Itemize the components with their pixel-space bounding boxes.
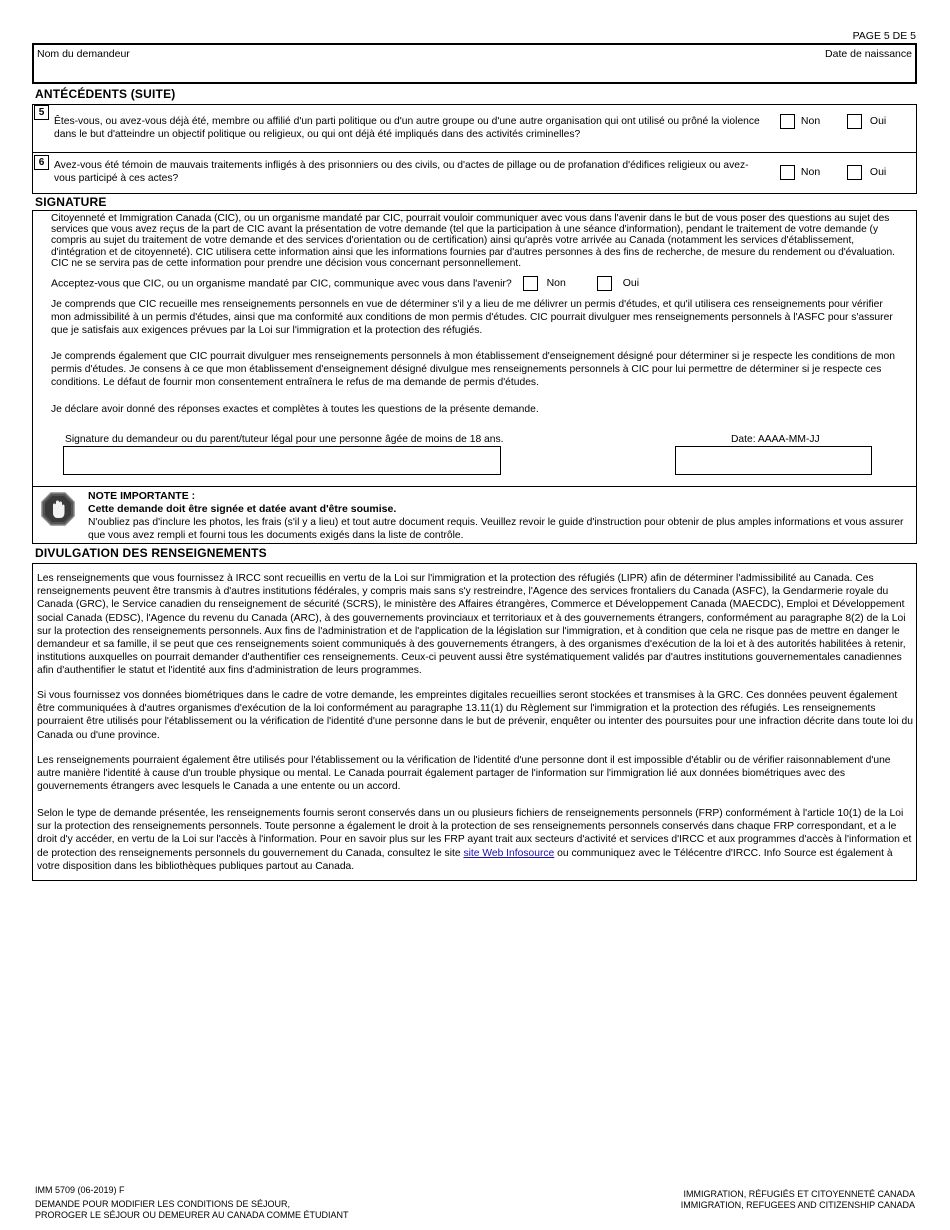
question-5-yes-checkbox[interactable] xyxy=(847,114,862,129)
form-title-line-2: PROROGER LE SÉJOUR OU DEMEURER AU CANADA COMME ÉTUDIANT xyxy=(35,1210,349,1220)
note-divider xyxy=(33,486,916,487)
question-divider xyxy=(33,152,916,153)
signature-paragraph-3: Je déclare avoir donné des réponses exactes et complètes à toutes les questions de la présente demande. xyxy=(51,404,539,415)
question-6-yes-label: Oui xyxy=(869,166,887,179)
contact-consent-yes-checkbox[interactable] xyxy=(597,276,612,291)
applicant-name-label: Nom du demandeur xyxy=(37,48,130,60)
contact-consent-question: Acceptez-vous que CIC, ou un organisme mandaté par CIC, communique avec vous dans l'avenir? xyxy=(51,277,512,290)
question-5-no-option[interactable] xyxy=(780,114,820,129)
infosource-link[interactable]: site Web Infosource xyxy=(463,847,555,859)
form-title-line-1: DEMANDE POUR MODIFIER LES CONDITIONS DE SÉJOUR, xyxy=(35,1199,291,1209)
contact-consent-yes-label: Oui xyxy=(622,277,640,290)
question-5-yes-label: Oui xyxy=(869,115,887,128)
question-6-no-option[interactable] xyxy=(780,165,820,180)
signature-label: Signature du demandeur ou du parent/tuteur légal pour une personne âgée de moins de 18 ans. xyxy=(65,434,504,445)
signature-paragraph-1: Je comprends que CIC recueille mes renseignements personnels en vue de déterminer s'il y a lieu de me délivrer un permis d'études, et qu'il utilisera ces renseignements pour vérifier mon admissibilité à un permis d'études, ainsi que ma conformité aux conditions de mon permis d'études. CIC pourrait divulguer mes renseignements personnels à l'ASFC pour s'assurer que je satisfais aux exigences prévues par la Loi sur l'immigration et la protection des réfugiés. xyxy=(51,299,893,337)
question-5-yes-option[interactable] xyxy=(847,114,886,129)
question-5-text: Êtes-vous, ou avez-vous déjà été, membre ou affilié d'un parti politique ou d'un autre groupe ou d'une autre organisation qui ont utilisé ou prôné la violence dans le but d'atteindre un objectif politique ou religieux, ou qui ont déjà été impliqués dans des activités criminelles? xyxy=(54,116,760,141)
note-text: N'oubliez pas d'inclure les photos, les frais (s'il y a lieu) et tout autre document requis. Veuillez revoir le guide d'instruction pour obtenir de plus amples informations et vous assurer que vous avez rempli et fourni tous les documents exigés dans la liste de contrôle. xyxy=(88,517,904,542)
signature-intro-text: Citoyenneté et Immigration Canada (CIC), ou un organisme mandaté par CIC, pourrait vouloir communiquer avec vous dans l'avenir dans le but de vous poser des questions au sujet des services que vous avez reçus de la part de CIC avant la présentation de votre demande (tel que la participation à une séance d'information), pendant le traitement de votre demande (y compris au sujet du traitement de votre demande et des services d'orientation ou de certification) ainsi qu'après votre arrivée au Canada (notamment les services d'établissement, d'intégration et de citoyenneté). CIC utilisera cette information ainsi que les informations fournies par d'autres personnes à des fins de recherche, de mesure du rendement ou d'évaluation. CIC ne se servira pas de cette information pour prendre une décision vous concernant personnellement. xyxy=(51,213,895,269)
background-section-title: ANTÉCÉDENTS (SUITE) xyxy=(35,87,176,101)
question-5-no-checkbox[interactable] xyxy=(780,114,795,129)
date-field[interactable] xyxy=(675,446,872,475)
disclosure-paragraph-1: Les renseignements que vous fournissez à IRCC sont recueillis en vertu de la Loi sur l'immigration et la protection des réfugiés (LIPR) afin de déterminer l'admissibilité au Canada. Ces renseignements peuvent être transmis à d'autres institutions fédérales, y compris mais sans s'y restreindre, l'Agence des services frontaliers du Canada (ASFC), la Gendarmerie royale du Canada (GRC), le Service canadien du renseignement de sécurité (SCRS), le ministère des Affaires étrangères, Commerce et Développement Canada (MAECDC), Emploi et Développement social Canada (EDSC), l'Agence du revenu du Canada (ARC), à des gouvernements provinciaux et territoriaux et à des gouvernements étrangers, conformément au paragraphe 8(2) de la Loi sur la protection des renseignements personnels. Aux fins de l'administration et de l'application de la législation sur l'immigration, et à condition que cela ne risque pas de mettre en danger le demandeur et sa famille, il se peut que ces renseignements soient communiqués à des gouvernements étrangers, à des organismes d'exécution de la loi et à des autorités habilitées à retenir, institutions auxquelles on pourrait demander d'authentifier ces renseignements. Ceux-ci peuvent aussi être systématiquement validés par d'autres institutions gouvernementales canadiennes afin d'authentifier le statut et l'identité aux fins d'administration de leurs programmes. xyxy=(37,573,906,677)
date-label: Date: AAAA-MM-JJ xyxy=(731,434,820,445)
date-of-birth-field[interactable] xyxy=(800,60,915,82)
form-code: IMM 5709 (06-2019) F xyxy=(35,1185,125,1195)
signature-field[interactable] xyxy=(63,446,501,475)
disclosure-paragraph-3: Les renseignements pourraient également être utilisés pour l'établissement ou la vérification de l'identité d'une personne dont il est impossible d'établir ou de vérifier raisonnablement d'une autre manière l'identité à cause d'un trouble physique ou mental. Le Canada pourrait également partager de l'information sur l'immigration lié aux données biométriques avec des gouvernements étrangers avec lesquels le Canada a une entente ou un accord. xyxy=(37,755,891,793)
department-name-en: IMMIGRATION, REFUGEES AND CITIZENSHIP CANADA xyxy=(680,1200,915,1210)
disclosure-paragraph-4 xyxy=(37,807,913,873)
contact-consent-row xyxy=(51,276,639,291)
disclosure-section-title: DIVULGATION DES RENSEIGNEMENTS xyxy=(35,546,267,560)
question-6-text: Avez-vous été témoin de mauvais traitements infligés à des prisonniers ou des civils, ou d'actes de pillage ou de profanation d'édifices religieux ou avez-vous participé à ces actes? xyxy=(54,160,749,185)
stop-hand-icon xyxy=(40,491,76,527)
date-of-birth-label: Date de naissance xyxy=(825,48,912,60)
note-title: NOTE IMPORTANTE : xyxy=(88,490,196,502)
question-6-no-checkbox[interactable] xyxy=(780,165,795,180)
signature-paragraph-2: Je comprends également que CIC pourrait divulguer mes renseignements personnels à mon établissement d'enseignement désigné pour déterminer si je respecte les conditions de mon permis d'études. Je consens à ce que mon établissement d'enseignement désigné divulgue mes renseignements personnels à CIC pour lui permettre de déterminer si je respecte ces conditions. Le défaut de fournir mon consentement entraînera le refus de ma demande de permis d'études. xyxy=(51,351,895,389)
department-name-fr: IMMIGRATION, RÉFUGIÉS ET CITOYENNETÉ CANADA xyxy=(683,1189,915,1199)
note-bold-line: Cette demande doit être signée et datée avant d'être soumise. xyxy=(88,503,397,515)
contact-consent-no-checkbox[interactable] xyxy=(523,276,538,291)
contact-consent-no-label: Non xyxy=(546,277,566,290)
question-6-no-label: Non xyxy=(800,166,821,179)
question-5-number: 5 xyxy=(34,105,49,120)
question-6-yes-option[interactable] xyxy=(847,165,886,180)
page-number: PAGE 5 DE 5 xyxy=(852,30,916,42)
signature-section-title: SIGNATURE xyxy=(35,195,107,209)
disclosure-p4-text-start: Selon le type de demande présentée, les renseignements fournis seront conservés dans un ou plusieurs fichiers de renseignements personnels (FRP) conformément à l'article 10(1) de la Loi sur la protection des renseignements personnels. Toute personne a également le droit à la protection de ses renseignements personnels conservés dans chaque FRP correspondant, et a le droit d'y accéder, en vertu de la Loi sur l'accès à l'information. Pour en savoir plus sur les FRP ayant trait aux secteurs d'activité et services d'IRCC et aux programmes d'accès à l'information et de protection des renseignements personnels du gouvernement du Canada, consultez le site xyxy=(37,808,912,859)
question-5-no-label: Non xyxy=(800,115,821,128)
question-6-number: 6 xyxy=(34,155,49,170)
disclosure-p4-text-end: ou communiquez avec le Télécentre d'IRCC. Info Source est également à votre disposition dans les bibliothèques publiques partout au Canada. xyxy=(37,847,893,872)
applicant-name-field[interactable] xyxy=(34,60,734,82)
question-6-yes-checkbox[interactable] xyxy=(847,165,862,180)
disclosure-paragraph-2: Si vous fournissez vos données biométriques dans le cadre de votre demande, les empreintes digitales recueillies seront stockées et transmises à la GRC. Ces données peuvent également être communiquées à d'autres organismes d'exécution de la loi conformément au paragraphe 13.11(1) du Règlement sur l'immigration et la protection des réfugiés. Les renseignements pourraient être utilisés pour l'établissement ou la vérification de l'identité d'une personne dans le but de prévenir, enquêter ou intenter des poursuites pour une infraction décrite dans toute loi du Canada ou d'une province. xyxy=(37,690,913,741)
